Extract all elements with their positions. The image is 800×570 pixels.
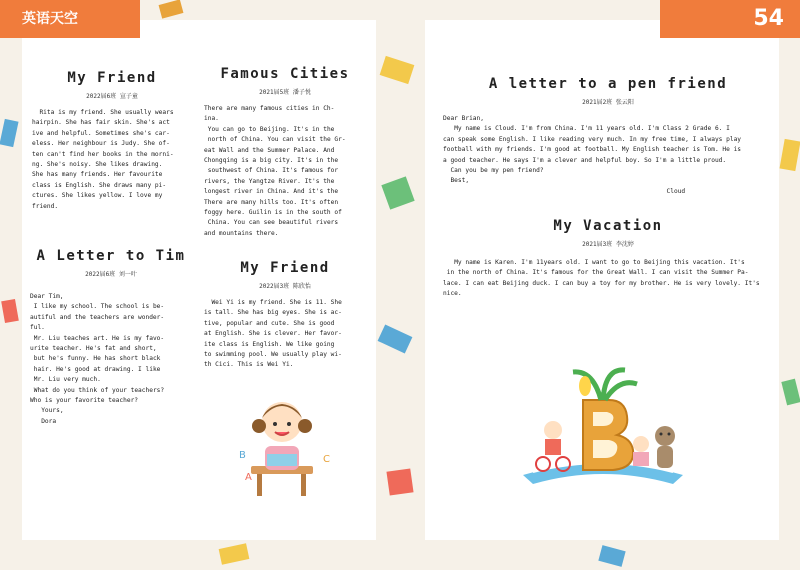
- bg-block-shape: [381, 176, 414, 209]
- bg-block-shape: [378, 325, 413, 354]
- bg-block-shape: [380, 56, 415, 84]
- bg-block-shape: [0, 119, 19, 147]
- article-title: A letter to a pen friend: [488, 76, 728, 92]
- article-body: There are many famous cities in Ch- ina. You can go to Beijing. It's in the north of China. You can visit the Gr- eat Wall and the Summer Palace. And Chongqing is a big city. It's in the southwest of China. It's famous for rivers, the Yangtze River. It's the longest river in China. And it's the There are many hills too. It's often foggy here. Guilin is in the south of China. You can see beautiful rivers and mountains there.: [204, 105, 346, 237]
- bg-block-shape: [780, 139, 800, 171]
- article-meta: 2021届3班 李沈婷: [582, 241, 634, 248]
- article-body: Dear Tim, I like my school. The school is be- autiful and the teachers are wonder- ful. Mr. Liu teaches art. He is my favo- urite teacher. He's fat and short, but he's funny. He has short black hair. He's good at drawing. I like Mr. Liu very much. What do you think of your teachers? Who is your favorite teacher? Yours, Dora: [30, 293, 165, 425]
- article-meta: 2021届5班 潘子悦: [259, 89, 311, 96]
- article-title: Famous Cities: [220, 66, 350, 82]
- article-title: A Letter to Tim: [36, 248, 186, 264]
- article-my-friend-wei-yi: [204, 260, 366, 371]
- article-body: My name is Karen. I'm 11years old. I want to go to Beijing this vacation. It's in the north of China. It's famous for the Great Wall. I can visit the Summer Pa- lace. I can eat Beijing duck. I can buy a toy for my brother. He is very lovely. It's nice.: [443, 259, 760, 298]
- page-number: 54: [660, 0, 800, 38]
- bg-block-shape: [598, 545, 625, 567]
- article-my-vacation: [443, 218, 773, 300]
- article-meta: 2021届2班 张云阳: [582, 99, 634, 106]
- bg-book-shape: [159, 0, 184, 19]
- article-meta: 2022届3班 陈欣怡: [259, 283, 311, 290]
- article-letter-to-pen-friend: [443, 76, 773, 197]
- article-title: My Vacation: [553, 218, 663, 234]
- right-page: [425, 20, 779, 540]
- article-body: Rita is my friend. She usually wears hairpin. She has fair skin. She's act ive and helpful. Sometimes she's car- eless. Her neighbour is Judy. She of- ten can't find her books in the morni- ng. She's noisy. She likes drawing. She has many friends. Her favourite class is English. She draws many pi- ctures. She likes yellow. I love my friend.: [32, 109, 174, 210]
- letter-b-children-book-illustration: [513, 360, 693, 490]
- left-page: [22, 20, 376, 540]
- bg-block-shape: [219, 543, 250, 564]
- svg-text:A: A: [245, 472, 252, 483]
- section-tag: 英语天空: [0, 0, 140, 38]
- article-title: My Friend: [67, 70, 157, 86]
- svg-text:C: C: [323, 454, 330, 465]
- article-letter-to-tim: [30, 248, 192, 427]
- article-body: Wei Yi is my friend. She is 11. She is tall. She has big eyes. She is ac- tive, popular and cute. She is good at English. She is clever. Her favor- ite class is English. We like going to swimming pool. We usually play wi- th Cici. This is Wei Yi.: [204, 299, 342, 369]
- article-my-friend-rita: [32, 70, 192, 212]
- svg-text:B: B: [239, 450, 246, 461]
- article-famous-cities: [204, 66, 366, 239]
- bg-block-shape: [781, 379, 800, 406]
- article-meta: 2022届6班 刘一叶: [85, 271, 137, 278]
- girl-reading-illustration: [237, 388, 337, 500]
- article-title: My Friend: [240, 260, 330, 276]
- article-body: Dear Brian, My name is Cloud. I'm from China. I'm 11 years old. I'm Class 2 Grade 6. I can speak some English. I like reading very much. In my free time, I always play football with my friends. I'm good at football. My English teacher is Tom. He is a good teacher. He says I'm a clever and helpful boy. So I'm a little proud. Can you be my pen friend? Best, Cloud: [443, 115, 742, 195]
- bg-block-shape: [386, 468, 413, 495]
- article-meta: 2022届6班 宣子童: [86, 93, 138, 100]
- bg-block-shape: [1, 299, 19, 323]
